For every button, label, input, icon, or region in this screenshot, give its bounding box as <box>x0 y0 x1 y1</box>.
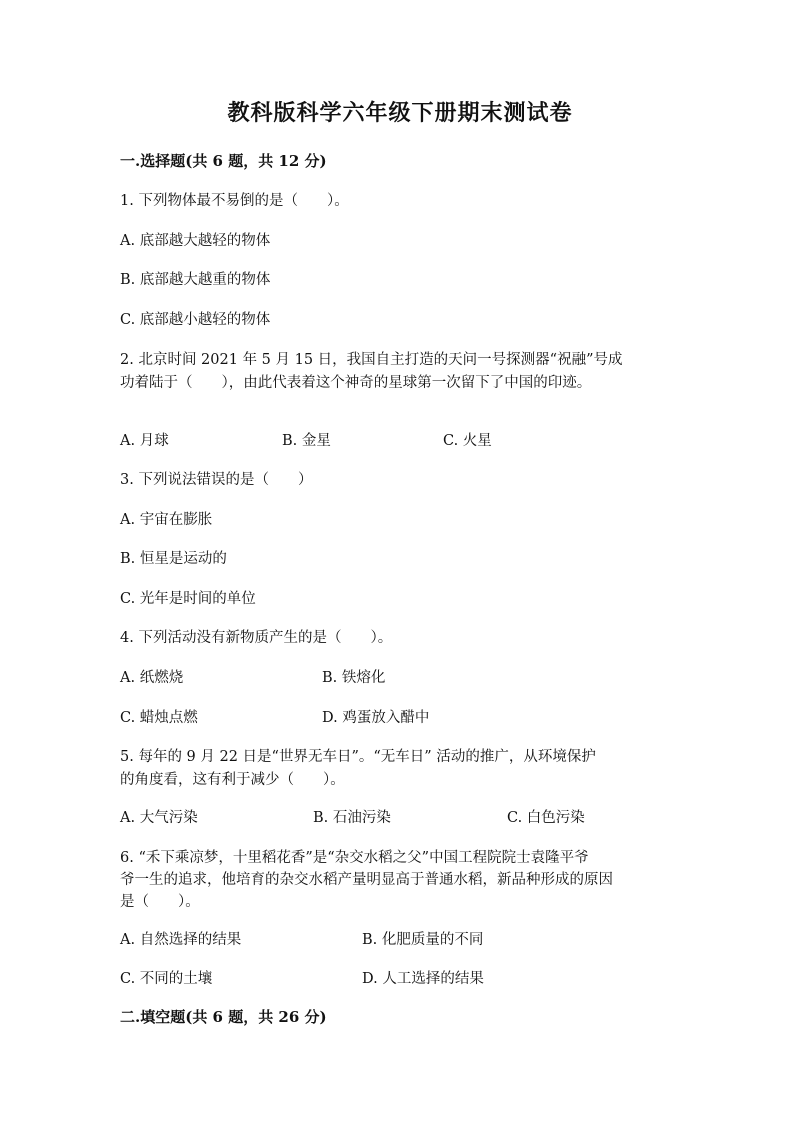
question-4-option-a: A. 纸燃烧 <box>120 670 184 686</box>
question-1-option-b: B. 底部越大越重的物体 <box>120 272 271 288</box>
question-6-stem-line-1: 6. “禾下乘凉梦，十里稻花香”是“杂交水稻之父”中国工程院院士袁隆平爷 <box>120 850 589 866</box>
question-6-option-c: C. 不同的土壤 <box>120 971 213 987</box>
question-5-option-b: B. 石油污染 <box>313 810 391 826</box>
question-6-stem-line-2: 爷一生的追求，他培育的杂交水稻产量明显高于普通水稻，新品种形成的原因 <box>120 872 613 888</box>
question-3-option-c: C. 光年是时间的单位 <box>120 591 256 607</box>
question-4-option-c: C. 蜡烛点燃 <box>120 710 198 726</box>
question-6-option-b: B. 化肥质量的不同 <box>362 932 484 948</box>
question-6-option-d: D. 人工选择的结果 <box>362 971 484 987</box>
question-4-option-b: B. 铁熔化 <box>322 670 386 686</box>
question-2-stem-line-1: 2. 北京时间 2021 年 5 月 15 日，我国自主打造的天问一号探测器“祝融”号成 <box>120 352 623 368</box>
section-heading-choice: 一.选择题(共 6 题，共 12 分) <box>120 152 327 170</box>
question-1-option-a: A. 底部越大越轻的物体 <box>120 233 271 249</box>
question-6-stem-line-3: 是（ ）。 <box>120 894 200 910</box>
question-3-option-b: B. 恒星是运动的 <box>120 551 227 567</box>
question-5-stem-line-1: 5. 每年的 9 月 22 日是“世界无车日”。“无车日” 活动的推广，从环境保护 <box>120 749 596 765</box>
question-3-stem: 3. 下列说法错误的是（ ） <box>120 472 313 488</box>
section-heading-fill-in: 二.填空题(共 6 题，共 26 分) <box>120 1008 327 1026</box>
question-2-option-c: C. 火星 <box>443 433 492 449</box>
question-5-option-a: A. 大气污染 <box>120 810 198 826</box>
question-4-stem: 4. 下列活动没有新物质产生的是（ ）。 <box>120 630 393 646</box>
question-1-stem: 1. 下列物体最不易倒的是（ ）。 <box>120 193 349 209</box>
question-3-option-a: A. 宇宙在膨胀 <box>120 512 213 528</box>
question-1-option-c: C. 底部越小越轻的物体 <box>120 312 271 328</box>
question-2-stem-line-2: 功着陆于（ ），由此代表着这个神奇的星球第一次留下了中国的印迹。 <box>120 375 592 391</box>
question-5-option-c: C. 白色污染 <box>507 810 585 826</box>
question-6-option-a: A. 自然选择的结果 <box>120 932 242 948</box>
page-title: 教科版科学六年级下册期末测试卷 <box>227 100 573 126</box>
question-2-option-a: A. 月球 <box>120 433 169 449</box>
question-2-option-b: B. 金星 <box>282 433 331 449</box>
question-5-stem-line-2: 的角度看，这有利于减少（ ）。 <box>120 772 345 788</box>
question-4-option-d: D. 鸡蛋放入醋中 <box>322 710 430 726</box>
